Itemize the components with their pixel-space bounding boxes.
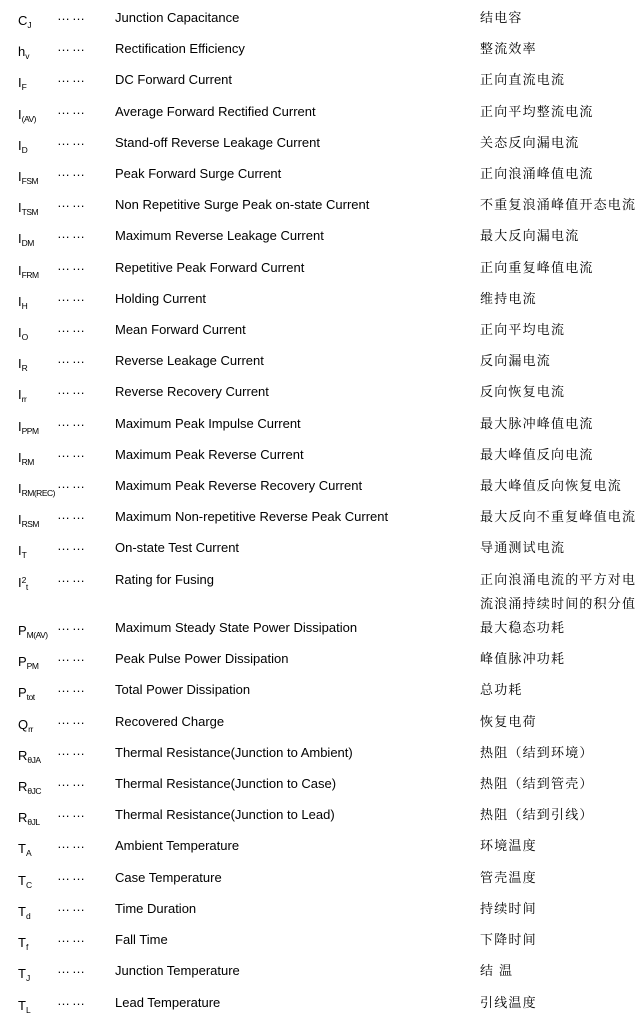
term-row (0, 256, 637, 287)
symbol-letter: I (18, 106, 22, 122)
english-term: Peak Forward Surge Current (115, 166, 282, 182)
english-term: Average Forward Rectified Current (115, 103, 316, 119)
symbol (18, 772, 57, 803)
symbol (18, 803, 57, 834)
symbol-subscript: RSM (21, 519, 40, 530)
term-row (0, 412, 637, 443)
symbol-letter: P (18, 623, 27, 639)
symbol-subscript: O (21, 332, 28, 343)
symbol (18, 536, 57, 567)
symbol-subscript: D (21, 144, 28, 155)
symbol-subscript: θJL (27, 817, 40, 828)
symbol-letter: I (18, 574, 22, 590)
dots-leader: …… (57, 774, 87, 790)
term-row (0, 959, 637, 990)
chinese-term-line: 结电容 (480, 10, 523, 25)
symbol (18, 897, 57, 928)
symbol-subscript: t (25, 581, 28, 592)
chinese-term-line: 导通测试电流 (480, 540, 566, 556)
term-row (0, 928, 637, 959)
term-row (0, 318, 637, 349)
english-term: Non Repetitive Surge Peak on-state Current (115, 197, 370, 213)
dots-leader: …… (57, 507, 87, 523)
chinese-term (480, 741, 637, 772)
term-row (0, 710, 637, 741)
symbol-letter: T (18, 966, 26, 982)
chinese-term-line: 持续时间 (480, 900, 537, 916)
chinese-term (480, 162, 637, 193)
chinese-term (480, 897, 637, 928)
english-term: Maximum Peak Reverse Recovery Current (115, 478, 363, 494)
chinese-term-line: 正向浪涌电流的平方对电 (480, 571, 637, 587)
dots-leader: …… (57, 382, 87, 398)
term-row (0, 536, 637, 567)
chinese-term (480, 803, 637, 834)
chinese-term (480, 505, 637, 536)
symbol (18, 928, 57, 959)
term-row (0, 224, 637, 255)
symbol-subscript: J (27, 20, 32, 30)
symbol-subscript: C (25, 879, 32, 890)
symbol-letter: P (18, 654, 27, 670)
term-row (0, 505, 637, 536)
chinese-term (480, 568, 637, 616)
english-term: Maximum Non-repetitive Reverse Peak Current (115, 509, 389, 525)
english-term: Maximum Peak Impulse Current (115, 415, 301, 431)
symbol (18, 131, 57, 162)
english-term: Junction Temperature (115, 963, 240, 979)
dots-leader: …… (57, 70, 87, 86)
chinese-term (480, 412, 637, 443)
chinese-term (480, 131, 637, 162)
symbol (18, 505, 57, 536)
chinese-term-line: 热阻（结到引线） (480, 807, 594, 823)
symbol (18, 6, 57, 37)
term-row (0, 6, 637, 37)
symbol-subscript: RM (21, 456, 34, 467)
symbol-letter: R (18, 810, 28, 826)
dots-leader: …… (57, 476, 87, 492)
symbol-subscript: T (21, 550, 27, 561)
dots-leader: …… (57, 805, 87, 821)
english-term: Thermal Resistance(Junction to Ambient) (115, 744, 353, 760)
symbol-subscript: d (25, 910, 31, 921)
symbol (18, 959, 57, 990)
symbol (18, 37, 57, 68)
term-row (0, 616, 637, 647)
symbol-letter: I (18, 169, 22, 185)
english-term: Rating for Fusing (115, 571, 214, 587)
symbol (18, 443, 57, 474)
term-row (0, 443, 637, 474)
english-term: Junction Capacitance (115, 10, 240, 25)
term-row (0, 568, 637, 616)
term-row (0, 380, 637, 411)
chinese-term (480, 349, 637, 380)
symbol-letter: Q (18, 716, 29, 732)
dots-leader: …… (57, 444, 87, 460)
chinese-term (480, 928, 637, 959)
chinese-term-line: 环境温度 (480, 838, 537, 854)
term-row (0, 803, 637, 834)
symbol-subscript: (AV) (21, 113, 36, 124)
chinese-term (480, 287, 637, 318)
symbol (18, 100, 57, 131)
symbol (18, 678, 57, 709)
symbol-letter: I (18, 387, 22, 403)
symbol-letter: I (18, 200, 22, 216)
english-term: Lead Temperature (115, 994, 221, 1010)
symbol-subscript: J (25, 973, 30, 984)
dots-leader: …… (57, 961, 87, 977)
dots-leader: …… (57, 538, 87, 554)
term-row (0, 834, 637, 865)
dots-leader: …… (57, 320, 87, 336)
symbol-letter: T (18, 997, 26, 1013)
dots-leader: …… (57, 930, 87, 946)
symbol-subscript: f (25, 942, 28, 953)
chinese-term-line: 正向平均整流电流 (480, 103, 594, 119)
chinese-term (480, 647, 637, 678)
dots-leader: …… (57, 711, 87, 727)
terms-list (0, 6, 637, 1022)
chinese-term-line: 关态反向漏电流 (480, 134, 580, 150)
dots-leader: …… (57, 867, 87, 883)
chinese-term (480, 772, 637, 803)
dots-leader: …… (57, 226, 87, 242)
chinese-term (480, 6, 637, 37)
english-term: Recovered Charge (115, 713, 225, 729)
english-term: Time Duration (115, 900, 197, 916)
symbol-subscript: H (21, 300, 28, 311)
chinese-term-line: 正向重复峰值电流 (480, 259, 594, 275)
symbol-subscript: M(AV) (26, 630, 48, 641)
symbol (18, 318, 57, 349)
term-row (0, 647, 637, 678)
term-row (0, 37, 637, 68)
english-term: Ambient Temperature (115, 838, 240, 854)
term-row (0, 131, 637, 162)
chinese-term (480, 256, 637, 287)
english-term: Fall Time (115, 932, 168, 948)
chinese-term-line: 流浪涌持续时间的积分值 (480, 595, 637, 611)
chinese-term-line: 最大峰值反向电流 (480, 446, 594, 462)
term-row (0, 991, 637, 1022)
symbol (18, 349, 57, 380)
english-term: Total Power Dissipation (115, 682, 251, 698)
english-term: Maximum Steady State Power Dissipation (115, 620, 358, 636)
symbol-subscript: TSM (21, 207, 39, 218)
symbol-letter: P (18, 685, 27, 701)
chinese-term (480, 224, 637, 255)
chinese-term-line: 整流效率 (480, 41, 537, 57)
chinese-term (480, 474, 637, 505)
term-row (0, 193, 637, 224)
symbol-letter: I (18, 325, 22, 341)
english-term: Stand-off Reverse Leakage Current (115, 134, 320, 150)
symbol-letter: I (18, 231, 22, 247)
symbol-letter: R (18, 779, 28, 795)
english-term: Maximum Reverse Leakage Current (115, 228, 324, 244)
symbol-letter: I (18, 449, 22, 465)
chinese-term (480, 959, 637, 990)
term-row (0, 287, 637, 318)
chinese-term-line: 反向漏电流 (480, 353, 552, 369)
chinese-term-line: 峰值脉冲功耗 (480, 651, 566, 667)
chinese-term (480, 991, 637, 1022)
chinese-term (480, 834, 637, 865)
chinese-term (480, 37, 637, 68)
symbol (18, 647, 57, 678)
english-term: Mean Forward Current (115, 322, 246, 338)
symbol (18, 256, 57, 287)
dots-leader: …… (57, 195, 87, 211)
chinese-term-line: 结 温 (480, 963, 514, 979)
symbol-letter: I (18, 418, 22, 434)
english-term: Case Temperature (115, 869, 222, 885)
chinese-term-line: 正向平均电流 (480, 322, 566, 338)
chinese-term (480, 536, 637, 567)
dots-leader: …… (57, 898, 87, 914)
symbol (18, 741, 57, 772)
dots-leader: …… (57, 569, 87, 585)
symbol (18, 991, 57, 1022)
symbol-subscript: FSM (21, 176, 39, 187)
symbol-letter: I (18, 262, 22, 278)
symbol-letter: I (18, 481, 22, 497)
chinese-term (480, 380, 637, 411)
term-row (0, 68, 637, 99)
chinese-term-line: 最大脉冲峰值电流 (480, 415, 594, 431)
chinese-term (480, 68, 637, 99)
english-term: Holding Current (115, 290, 207, 306)
term-row (0, 678, 637, 709)
symbol (18, 162, 57, 193)
symbol-subscript: RM(REC) (21, 488, 55, 499)
symbol (18, 834, 57, 865)
dots-leader: …… (57, 101, 87, 117)
symbol-letter: I (18, 356, 22, 372)
english-term: Repetitive Peak Forward Current (115, 259, 305, 275)
chinese-term-line: 反向恢复电流 (480, 384, 566, 400)
english-term: Peak Pulse Power Dissipation (115, 651, 289, 667)
symbol-letter: I (18, 75, 22, 91)
symbol-subscript: L (25, 1004, 31, 1015)
symbol-letter: C (18, 13, 28, 28)
symbol-subscript: θJA (27, 754, 41, 765)
symbol-letter: T (18, 841, 26, 857)
symbol-subscript: rr (28, 723, 33, 734)
symbol-subscript: F (21, 82, 27, 93)
chinese-term-line: 维持电流 (480, 290, 537, 306)
chinese-term (480, 100, 637, 131)
symbol-letter: I (18, 293, 22, 309)
term-row (0, 349, 637, 380)
chinese-term (480, 710, 637, 741)
symbol-subscript: FRM (21, 269, 39, 280)
chinese-term (480, 443, 637, 474)
symbol (18, 710, 57, 741)
symbol (18, 474, 57, 505)
dots-leader: …… (57, 288, 87, 304)
chinese-term-line: 最大峰值反向恢复电流 (480, 478, 623, 494)
chinese-term-line: 管壳温度 (480, 869, 537, 885)
chinese-term-line: 最大稳态功耗 (480, 620, 566, 636)
symbol-subscript: PPM (21, 425, 39, 436)
symbol (18, 68, 57, 99)
chinese-term-line: 最大反向漏电流 (480, 228, 580, 244)
dots-leader: …… (57, 8, 87, 23)
symbol-letter: I (18, 543, 22, 559)
dots-leader: …… (57, 680, 87, 696)
symbol-subscript: v (25, 51, 29, 62)
english-term: On-state Test Current (115, 540, 240, 556)
symbol-subscript: PM (26, 661, 39, 672)
symbol-subscript: A (25, 848, 32, 859)
english-term: Thermal Resistance(Junction to Case) (115, 776, 337, 792)
english-term: Rectification Efficiency (115, 41, 245, 57)
symbol-subscript: θJC (27, 786, 42, 797)
term-row (0, 741, 637, 772)
dots-leader: …… (57, 351, 87, 367)
term-row (0, 474, 637, 505)
english-term: Reverse Leakage Current (115, 353, 264, 369)
chinese-term-line: 不重复浪涌峰值开态电流 (480, 197, 637, 213)
chinese-term-line: 恢复电荷 (480, 713, 537, 729)
chinese-term-line: 引线温度 (480, 994, 537, 1010)
symbol (18, 412, 57, 443)
symbol (18, 616, 57, 647)
symbol (18, 193, 57, 224)
chinese-term (480, 866, 637, 897)
symbol-subscript: rr (21, 394, 27, 405)
chinese-term-line: 正向直流电流 (480, 72, 566, 88)
dots-leader: …… (57, 992, 87, 1008)
symbol-letter: T (18, 935, 26, 951)
chinese-term (480, 193, 637, 224)
dots-leader: …… (57, 164, 87, 180)
term-row (0, 162, 637, 193)
chinese-term-line: 热阻（结到管壳） (480, 776, 594, 792)
symbol-subscript: DM (21, 238, 34, 249)
symbol (18, 866, 57, 897)
chinese-term (480, 678, 637, 709)
symbol-subscript: R (21, 363, 28, 374)
dots-leader: …… (57, 836, 87, 852)
symbol (18, 287, 57, 318)
chinese-term-line: 下降时间 (480, 932, 537, 948)
english-term: Maximum Peak Reverse Current (115, 446, 304, 462)
chinese-term-line: 正向浪涌峰值电流 (480, 166, 594, 182)
dots-leader: …… (57, 39, 87, 55)
symbol (18, 380, 57, 411)
symbol-letter: T (18, 903, 26, 919)
dots-leader: …… (57, 132, 87, 148)
term-row (0, 897, 637, 928)
symbol (18, 224, 57, 255)
symbol-letter: T (18, 872, 26, 888)
symbol-letter: I (18, 512, 22, 528)
dots-leader: …… (57, 742, 87, 758)
symbol-subscript: tot (26, 692, 35, 703)
english-term: Reverse Recovery Current (115, 384, 269, 400)
chinese-term (480, 616, 637, 647)
english-term: Thermal Resistance(Junction to Lead) (115, 807, 335, 823)
dots-leader: …… (57, 618, 87, 634)
dots-leader: …… (57, 649, 87, 665)
symbol (18, 568, 57, 616)
english-term: DC Forward Current (115, 72, 233, 88)
term-row (0, 866, 637, 897)
symbol-letter: R (18, 747, 28, 763)
chinese-term-line: 总功耗 (480, 682, 523, 698)
dots-leader: …… (57, 257, 87, 273)
chinese-term-line: 热阻（结到环境） (480, 744, 594, 760)
symbol-letter: h (18, 44, 26, 60)
dots-leader: …… (57, 413, 87, 429)
symbol-letter: I (18, 137, 22, 153)
term-row (0, 100, 637, 131)
symbol-superscript: 2 (21, 574, 26, 585)
term-row (0, 772, 637, 803)
chinese-term (480, 318, 637, 349)
chinese-term-line: 最大反向不重复峰值电流 (480, 509, 637, 525)
